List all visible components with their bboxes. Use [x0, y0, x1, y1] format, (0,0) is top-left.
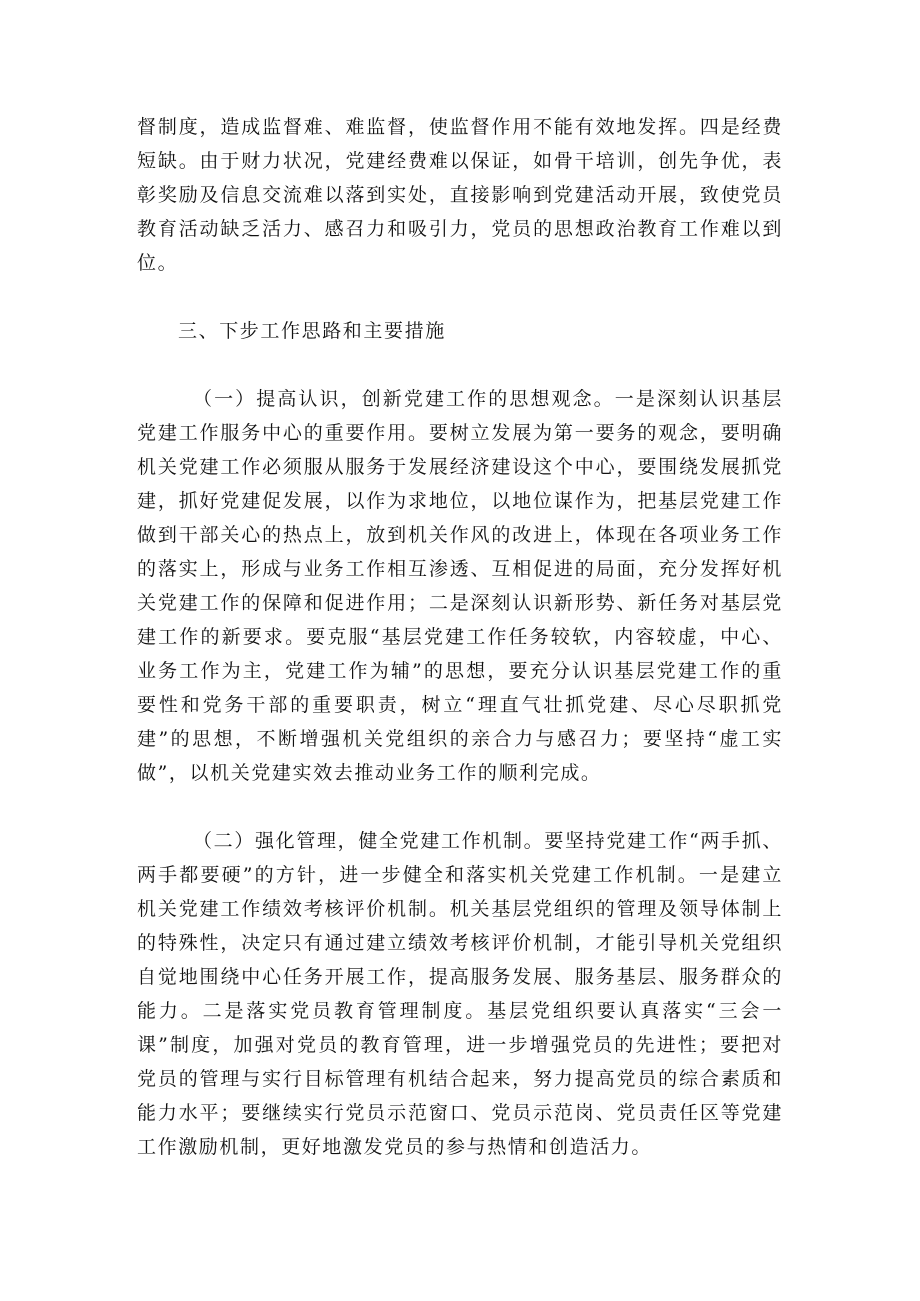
- paragraph-strengthen-management: （二）强化管理，健全党建工作机制。要坚持党建工作“两手抓、两手都要硬”的方针，进一步健全和落实机关党建工作机制。一是建立机关党建工作绩效考核评价机制。机关基层党组织的管理及领导体制上的特殊性，决定只有通过建立绩效考核评价机制，才能引导机关党组织自觉地围绕中心任务开展工作，提高服务发展、服务基层、服务群众的能力。二是落实党员教育管理制度。基层党组织要认真落实“三会一课”制度，加强对党员的教育管理，进一步增强党员的先进性；要把对党员的管理与实行目标管理有机结合起来，努力提高党员的综合素质和能力水平；要继续实行党员示范窗口、党员示范岗、党员责任区等党建工作激励机制，更好地激发党员的参与热情和创造活力。: [137, 830, 783, 1158]
- document-body: [137, 110, 783, 1164]
- paragraph-improve-awareness: （一）提高认识，创新党建工作的思想观念。一是深刻认识基层党建工作服务中心的重要作用。要树立发展为第一要务的观念，要明确机关党建工作必须服从服务于发展经济建设这个中心，要围绕发展抓党建，抓好党建促发展，以作为求地位，以地位谋作为，把基层党建工作做到干部关心的热点上，放到机关作风的改进上，体现在各项业务工作的落实上，形成与业务工作相互渗透、互相促进的局面，充分发挥好机关党建工作的保障和促进作用；二是深刻认识新形势、新任务对基层党建工作的新要求。要克服“基层党建工作任务较软，内容较虚，中心、业务工作为主，党建工作为辅”的思想，要充分认识基层党建工作的重要性和党务干部的重要职责，树立“理直气壮抓党建、尽心尽职抓党建”的思想，不断增强机关党组织的亲合力与感召力；要坚持“虚工实做”，以机关党建实效去推动业务工作的顺利完成。: [137, 388, 783, 784]
- section-heading: 三、下步工作思路和主要措施: [178, 320, 446, 342]
- paragraph-funding-shortage: 督制度，造成监督难、难监督，使监督作用不能有效地发挥。四是经费短缺。由于财力状况，党建经费难以保证，如骨干培训，创先争优，表彰奖励及信息交流难以落到实处，直接影响到党建活动开展，致使党员教育活动缺乏活力、感召力和吸引力，党员的思想政治教育工作难以到位。: [137, 116, 783, 274]
